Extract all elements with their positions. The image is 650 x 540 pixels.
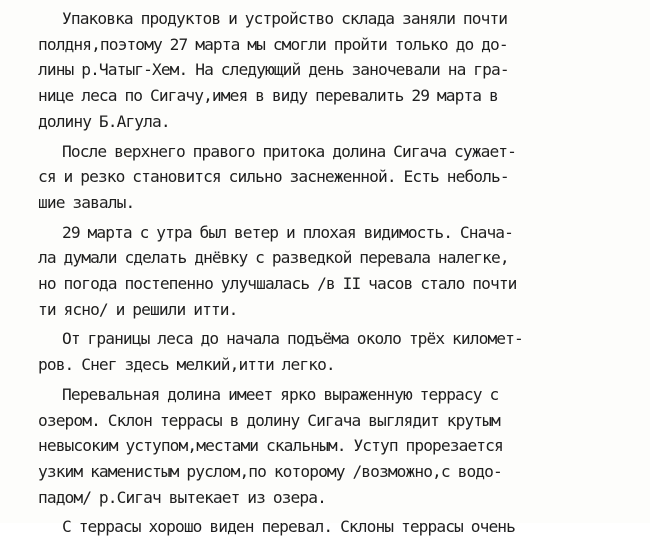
paragraph-4 (38, 326, 618, 377)
paragraph-1 (38, 6, 618, 135)
paragraph-6 (38, 514, 618, 540)
typewritten-text (38, 6, 618, 540)
text-line: шие завалы. (38, 192, 135, 212)
text-line: долину Б.Агула. (38, 111, 170, 131)
text-line: лины р.Чатыг-Хем. На следующий день заночевали на гра- (38, 60, 509, 80)
text-line: От границы леса до начала подъёма около трёх километ- (62, 329, 523, 349)
text-line: Перевальная долина имеет ярко выраженную террасу с (62, 384, 499, 404)
paragraph-2 (38, 139, 618, 216)
text-line: ти ясно/ и решили итти. (38, 299, 238, 319)
text-line: падом/ р.Сигач вытекает из озера. (38, 487, 326, 507)
paragraph-3 (38, 220, 618, 323)
text-line: С террасы хорошо виден перевал. Склоны террасы очень (62, 517, 515, 537)
paragraph-5 (38, 382, 618, 511)
text-line: ся и резко становится сильно заснеженной. Есть неболь- (38, 167, 509, 187)
text-line: Упаковка продуктов и устройство склада заняли почти (62, 9, 508, 28)
text-line: полдня,поэтому 27 марта мы смогли пройти только до до- (38, 34, 508, 54)
text-line: узким каменистым руслом,по которому /возможно,с водо- (38, 461, 502, 481)
text-line: 29 марта с утра был ветер и плохая видимость. Снача- (62, 222, 513, 242)
text-line: нице леса по Сигачу,имея в виду перевалить 29 марта в (38, 86, 498, 106)
text-line: но погода постепенно улучшалась /в II часов стало почти (38, 274, 517, 294)
text-line: озером. Склон террасы в долину Сигача выглядит крутым (38, 410, 500, 430)
text-line: невысоким уступом,местами скальным. Уступ прорезается (38, 436, 503, 456)
text-line: ла думали сделать днёвку с разведкой перевала налегке, (38, 248, 509, 268)
text-line: После верхнего правого притока долина Сигача сужает- (62, 141, 516, 161)
text-line: ров. Снег здесь мелкий,итти легко. (38, 355, 335, 375)
